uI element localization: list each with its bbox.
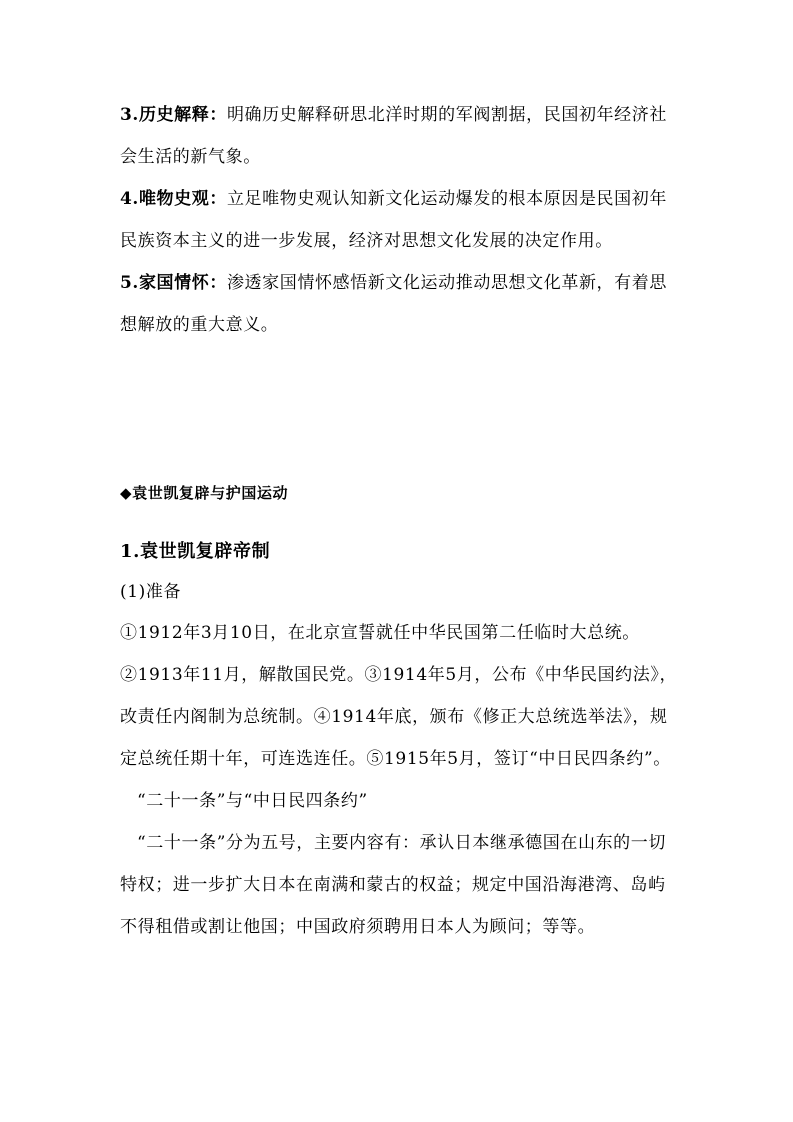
subsection-title: 1.袁世凯复辟帝制 [120, 541, 271, 562]
objective-text: 渗透家国情怀感悟新文化运动推动思想文化革新，有着思想解放的重大意义。 [120, 273, 667, 335]
objective-label: 4.唯物史观： [120, 189, 227, 209]
objective-text: 明确历史解释研思北洋时期的军阀割据，民国初年经济社会生活的新气象。 [120, 105, 667, 167]
objective-label: 3.历史解释： [120, 105, 227, 125]
objectives-section [120, 94, 680, 346]
objective-text: 立足唯物史观认知新文化运动爆发的根本原因是民国初年民族资本主义的进一步发展，经济对思想文化发展的决定作用。 [120, 189, 667, 251]
note-paragraph: “二十一条”分为五号，主要内容有：承认日本继承德国在山东的一切特权；进一步扩大日本在南满和蒙古的权益；规定中国沿海港湾、岛屿不得租借或割让他国；中国政府须聘用日本人为顾问；等等。 [120, 833, 666, 937]
objective-historical-materialism [120, 178, 680, 262]
note-title: “二十一条”与“中日民四条约” [137, 791, 368, 811]
objective-patriotism [120, 262, 680, 346]
yuan-shikai-section [120, 472, 680, 948]
sub-heading: (1)准备 [120, 582, 182, 602]
objective-label: 5.家国情怀： [120, 273, 227, 293]
objective-historical-interpretation [120, 94, 680, 178]
preparation-paragraph: ①1912年3月10日，在北京宣誓就任中华民国第二任临时大总统。②1913年11月，解散国民党。③1914年5月，公布《中华民国约法》，改责任内阁制为总统制。④1914年底，颁布《修正大总统选举法》，规定总统任期十年，可连选连任。⑤1915年5月，签订“中日民四条约”。 [120, 623, 678, 769]
section-title: ◆袁世凯复辟与护国运动 [120, 484, 289, 502]
